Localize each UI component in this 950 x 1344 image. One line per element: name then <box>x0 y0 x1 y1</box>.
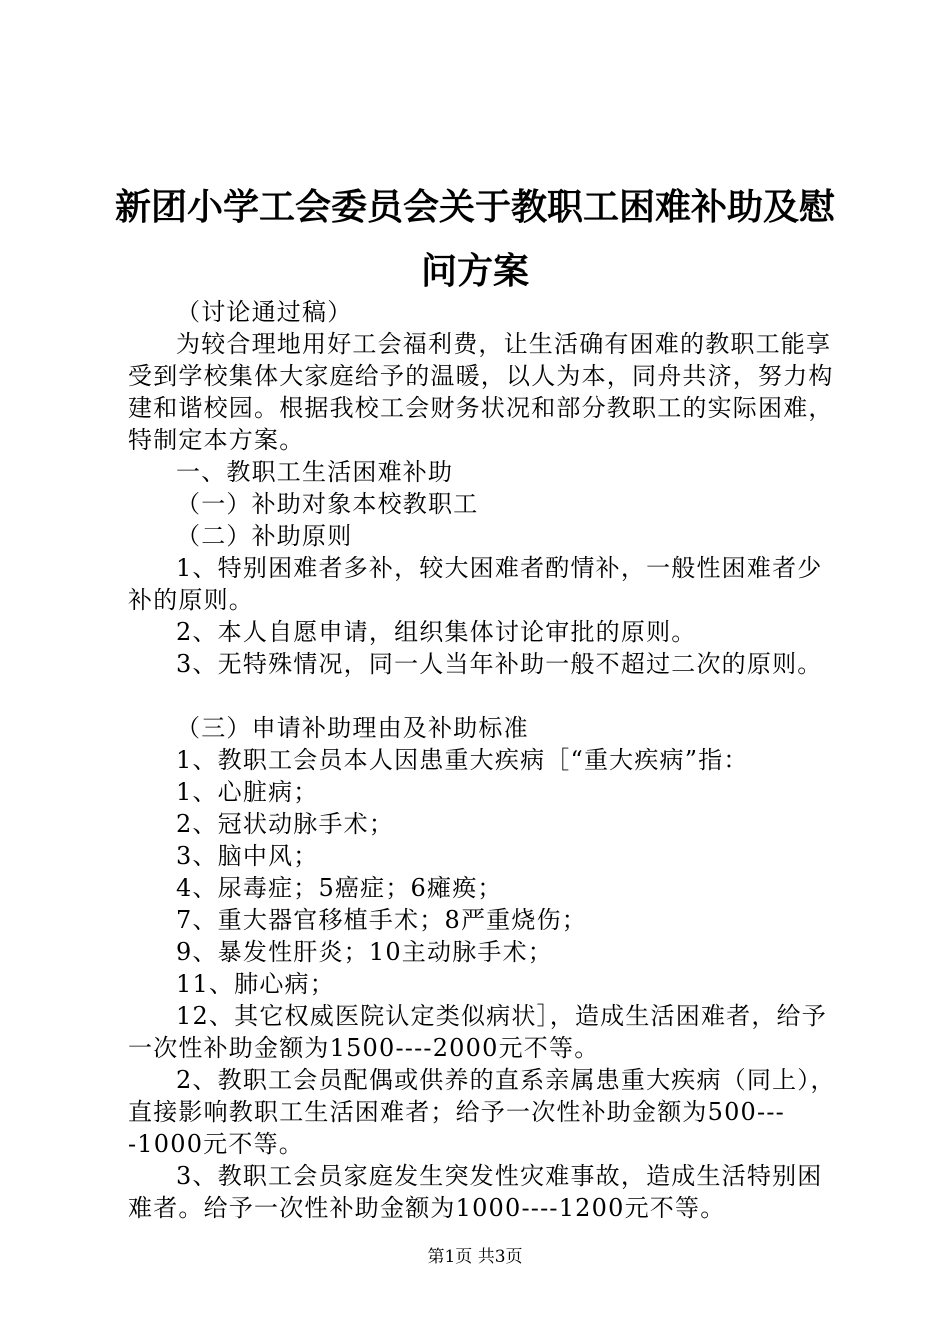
subsection-2: （二）补助原则 <box>176 522 353 550</box>
disease-item: 11、肺心病； <box>176 970 335 998</box>
principle-item: 1、特别困难者多补，较大困难者酌情补，一般性困难者少补的原则。 <box>128 554 823 614</box>
disease-item: 7、重大器官移植手术；8严重烧伤； <box>176 906 587 934</box>
page-footer: 第1页 共3页 <box>427 1247 523 1267</box>
document-title <box>110 176 840 304</box>
reason-3: 3、教职工会员家庭发生突发性灾难事故，造成生活特别困难者。给予一次性补助金额为1000----1200元不等。 <box>128 1162 823 1222</box>
title-line-1: 新团小学工会委员会关于教职工困难补助及慰 <box>114 187 835 228</box>
reason-2: 2、教职工会员配偶或供养的直系亲属患重大疾病（同上），直接影响教职工生活困难者；给予一次性补助金额为500----1000元不等。 <box>128 1066 836 1158</box>
subsection-3: （三）申请补助理由及补助标准 <box>176 714 529 742</box>
reason-1: 1、教职工会员本人因患重大疾病［“重大疾病”指： <box>176 746 749 774</box>
disease-item: 3、脑中风； <box>176 842 319 870</box>
principle-item: 2、本人自愿申请，组织集体讨论审批的原则。 <box>176 618 697 646</box>
subsection-1: （一）补助对象本校教职工 <box>176 490 479 518</box>
disease-item: 4、尿毒症；5癌症；6瘫痪； <box>176 874 503 902</box>
document-body <box>128 296 838 1224</box>
disease-item: 9、暴发性肝炎；10主动脉手术； <box>176 938 554 966</box>
disease-item: 2、冠状动脉手术； <box>176 810 395 838</box>
intro-paragraph: 为较合理地用好工会福利费，让生活确有困难的教职工能享受到学校集体大家庭给予的温暖，以人为本，同舟共济，努力构建和谐校园。根据我校工会财务状况和部分教职工的实际困难，特制定本方案。 <box>128 330 834 454</box>
disease-item: 1、心脏病； <box>176 778 319 806</box>
principle-item: 3、无特殊情况，同一人当年补助一般不超过二次的原则。 <box>176 650 823 678</box>
blank-line <box>128 680 838 712</box>
title-line-2: 问方案 <box>420 251 529 292</box>
reason-1-end: 12、其它权威医院认定类似病状］，造成生活困难者，给予一次性补助金额为1500----2000元不等。 <box>128 1002 827 1062</box>
subtitle: （讨论通过稿） <box>176 298 353 326</box>
section-heading: 一、教职工生活困难补助 <box>176 458 454 486</box>
